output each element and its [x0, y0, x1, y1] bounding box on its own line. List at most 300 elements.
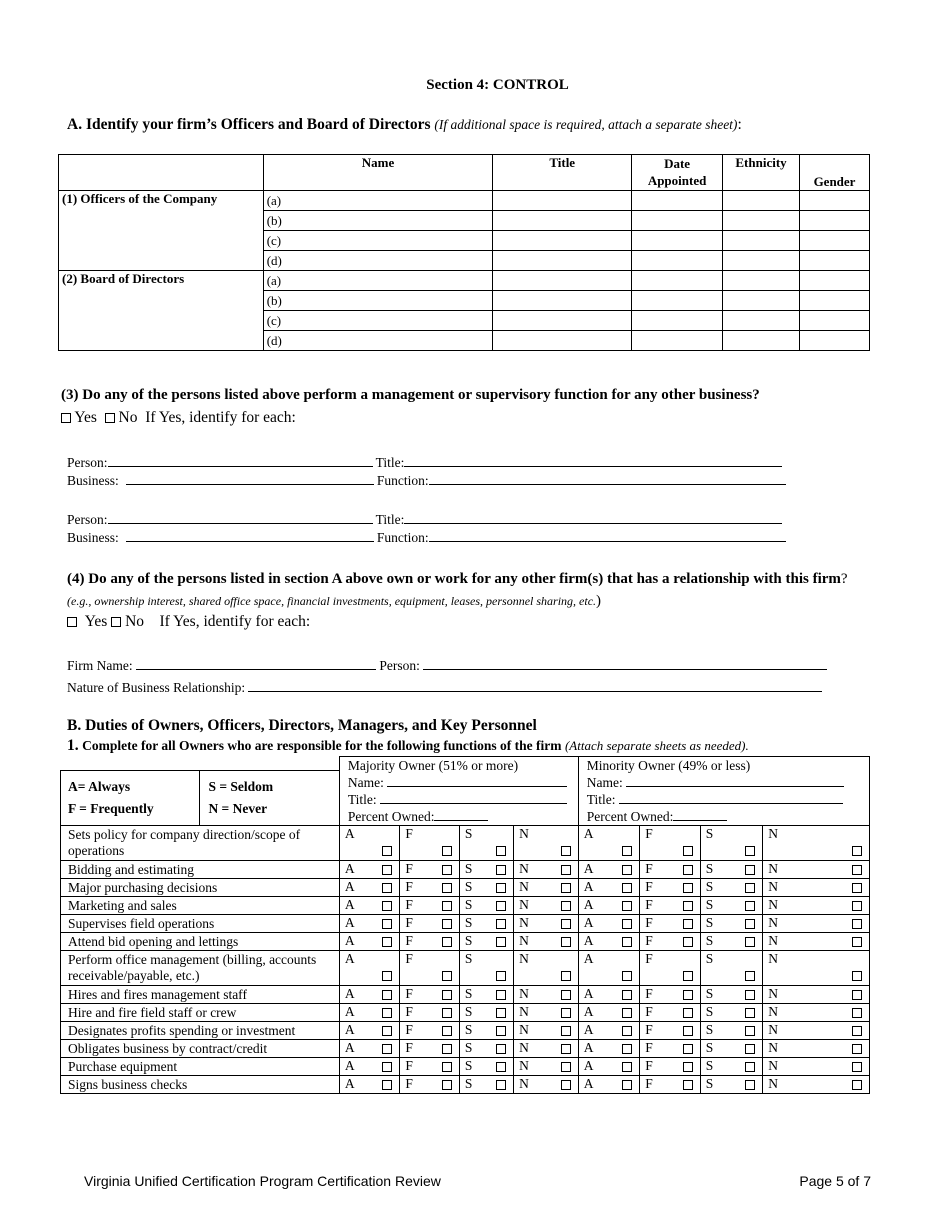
option-letter: A — [583, 933, 594, 948]
majority-option-cell — [339, 915, 399, 933]
minority-option-checkbox[interactable] — [852, 883, 862, 893]
minority-option-checkbox[interactable] — [683, 846, 693, 856]
officer-ethnicity-b[interactable] — [723, 211, 800, 231]
minority-option-checkbox[interactable] — [745, 1026, 755, 1036]
minority-option-checkbox[interactable] — [745, 901, 755, 911]
director-name-a[interactable]: (a) — [263, 271, 493, 291]
option-letter: S — [464, 1040, 473, 1055]
majority-option-checkbox[interactable] — [561, 1080, 571, 1090]
officer-date-c[interactable] — [632, 231, 723, 251]
option-letter: F — [645, 1058, 653, 1073]
minority-option-checkbox[interactable] — [745, 937, 755, 947]
majority-option-checkbox[interactable] — [496, 990, 506, 1000]
option-letter: S — [705, 1040, 714, 1055]
majority-option-cell — [339, 879, 399, 897]
minority-name-field[interactable] — [626, 774, 844, 787]
majority-option — [465, 1040, 513, 1057]
officer-gender-c[interactable] — [800, 231, 870, 251]
majority-option-checkbox[interactable] — [382, 883, 392, 893]
minority-option-checkbox[interactable] — [683, 901, 693, 911]
col-header-gender: Gender — [800, 155, 870, 191]
majority-option-checkbox[interactable] — [382, 937, 392, 947]
duty-function-label: Obligates business by contract/credit — [61, 1040, 340, 1058]
minority-option-cell — [578, 1058, 640, 1076]
minority-option-checkbox[interactable] — [852, 937, 862, 947]
part-a-heading: A. Identify your firm’s Officers and Board of Directors — [67, 116, 431, 133]
officer-ethnicity-c[interactable] — [723, 231, 800, 251]
minority-option-checkbox[interactable] — [852, 919, 862, 929]
minority-option-checkbox[interactable] — [852, 1026, 862, 1036]
majority-option-checkbox[interactable] — [561, 1008, 571, 1018]
duty-function-label: Bidding and estimating — [61, 861, 340, 879]
duty-function-label: Attend bid opening and lettings — [61, 933, 340, 951]
minority-option-checkbox[interactable] — [745, 865, 755, 875]
minority-option-checkbox[interactable] — [622, 1008, 632, 1018]
minority-option-checkbox[interactable] — [622, 883, 632, 893]
majority-option-checkbox[interactable] — [382, 1026, 392, 1036]
majority-option — [345, 986, 399, 1003]
majority-name-field[interactable] — [387, 774, 567, 787]
minority-option-checkbox[interactable] — [852, 846, 862, 856]
nature-field[interactable] — [248, 679, 822, 692]
officer-date-d[interactable] — [632, 251, 723, 271]
minority-option-checkbox[interactable] — [622, 937, 632, 947]
option-letter: A — [344, 897, 355, 912]
blank-corner — [200, 757, 339, 771]
majority-option — [405, 1022, 458, 1039]
officer-ethnicity-a[interactable] — [723, 191, 800, 211]
minority-percent-line — [587, 808, 869, 825]
majority-option-checkbox[interactable] — [561, 1026, 571, 1036]
minority-option — [645, 897, 699, 914]
director-name-d[interactable]: (d) — [263, 331, 493, 351]
majority-option-checkbox[interactable] — [496, 937, 506, 947]
minority-option — [706, 1004, 763, 1021]
director-title-b[interactable] — [493, 291, 632, 311]
q3-no-checkbox[interactable] — [105, 413, 115, 423]
minority-option-checkbox[interactable] — [852, 901, 862, 911]
option-letter: A — [583, 826, 594, 841]
option-letter: N — [768, 951, 779, 966]
legend-frequently: F = Frequently — [68, 801, 154, 816]
majority-option-checkbox[interactable] — [561, 990, 571, 1000]
director-title-a[interactable] — [493, 271, 632, 291]
officer-gender-a[interactable] — [800, 191, 870, 211]
minority-title-field[interactable] — [619, 791, 843, 804]
q4-person-label: Person: — [379, 658, 420, 673]
option-letter: N — [768, 879, 779, 894]
minority-option-cell — [640, 933, 700, 951]
officer-name-d[interactable]: (d) — [263, 251, 493, 271]
q4-person-field[interactable] — [423, 657, 827, 670]
minority-option-checkbox[interactable] — [745, 971, 755, 981]
minority-option-cell — [700, 986, 763, 1004]
minority-option-checkbox[interactable] — [745, 919, 755, 929]
minority-option-checkbox[interactable] — [683, 1080, 693, 1090]
minority-option-checkbox[interactable] — [683, 919, 693, 929]
majority-option-cell — [339, 826, 399, 861]
option-letter: S — [464, 915, 473, 930]
minority-option-checkbox[interactable] — [683, 865, 693, 875]
majority-option — [519, 951, 578, 985]
minority-option-cell — [578, 897, 640, 915]
minority-option-checkbox[interactable] — [622, 990, 632, 1000]
majority-option-cell — [339, 933, 399, 951]
officer-name-c[interactable]: (c) — [263, 231, 493, 251]
officer-ethnicity-d[interactable] — [723, 251, 800, 271]
majority-option — [405, 1004, 458, 1021]
person-field[interactable] — [108, 511, 373, 524]
minority-option-checkbox[interactable] — [622, 971, 632, 981]
director-date-b[interactable] — [632, 291, 723, 311]
table-row — [59, 271, 870, 291]
minority-option-checkbox[interactable] — [745, 1062, 755, 1072]
business-field[interactable] — [126, 472, 374, 485]
function-field[interactable] — [429, 529, 786, 542]
majority-option-checkbox[interactable] — [382, 1062, 392, 1072]
majority-option-checkbox[interactable] — [561, 1062, 571, 1072]
minority-option-cell — [763, 879, 870, 897]
minority-option — [584, 986, 640, 1003]
q4-yes-checkbox[interactable] — [67, 617, 77, 627]
option-letter: N — [768, 1004, 779, 1019]
director-gender-b[interactable] — [800, 291, 870, 311]
majority-option-checkbox[interactable] — [496, 1008, 506, 1018]
majority-option-checkbox[interactable] — [496, 1026, 506, 1036]
part-a-note: (If additional space is required, attach a separate sheet) — [434, 117, 738, 132]
majority-option — [405, 933, 458, 950]
business-field[interactable] — [126, 529, 374, 542]
q3-entry-2-person-line — [67, 511, 782, 528]
minority-option-checkbox[interactable] — [622, 1026, 632, 1036]
minority-option-checkbox[interactable] — [622, 1062, 632, 1072]
majority-option — [345, 897, 399, 914]
majority-percent-label: Percent Owned: — [347, 809, 435, 824]
director-gender-c[interactable] — [800, 311, 870, 331]
majority-option-cell — [400, 933, 459, 951]
option-letter: N — [519, 986, 529, 1001]
majority-option — [405, 879, 458, 896]
minority-option-cell — [578, 986, 640, 1004]
majority-option-cell — [459, 1076, 513, 1094]
part-b-note: (Attach separate sheets as needed). — [564, 738, 749, 753]
majority-option-checkbox[interactable] — [442, 971, 452, 981]
minority-option-checkbox[interactable] — [683, 937, 693, 947]
option-letter: S — [705, 897, 714, 912]
option-letter: A — [583, 897, 594, 912]
minority-option-checkbox[interactable] — [745, 1044, 755, 1054]
minority-option-checkbox[interactable] — [683, 1062, 693, 1072]
minority-name-label: Name: — [586, 775, 623, 790]
majority-option-checkbox[interactable] — [382, 919, 392, 929]
officer-name-a[interactable]: (a) — [263, 191, 493, 211]
option-letter: N — [519, 826, 529, 841]
duty-row — [61, 826, 870, 861]
option-letter: A — [344, 826, 355, 841]
col-header-date-appointed — [632, 155, 723, 191]
title-field[interactable] — [404, 454, 782, 467]
minority-option-checkbox[interactable] — [622, 865, 632, 875]
duty-function-label: Sets policy for company direction/scope of operations — [61, 826, 340, 861]
business-label: Business: — [67, 530, 119, 545]
blank-corner — [61, 757, 200, 771]
officer-gender-b[interactable] — [800, 211, 870, 231]
majority-option — [465, 897, 513, 914]
firm-name-field[interactable] — [136, 657, 376, 670]
majority-option — [519, 915, 578, 932]
majority-option-checkbox[interactable] — [496, 1044, 506, 1054]
majority-option-checkbox[interactable] — [442, 990, 452, 1000]
option-letter: F — [645, 986, 653, 1001]
minority-option — [706, 1040, 763, 1057]
officer-gender-d[interactable] — [800, 251, 870, 271]
legend-never: N = Never — [208, 801, 268, 816]
majority-option-checkbox[interactable] — [561, 1044, 571, 1054]
duty-row — [61, 1022, 870, 1040]
option-letter: N — [519, 879, 529, 894]
minority-option — [706, 1058, 763, 1075]
director-gender-a[interactable] — [800, 271, 870, 291]
officer-title-b[interactable] — [493, 211, 632, 231]
minority-option — [706, 933, 763, 950]
minority-option-checkbox[interactable] — [683, 1008, 693, 1018]
officer-title-d[interactable] — [493, 251, 632, 271]
option-letter: S — [464, 1022, 473, 1037]
minority-option-cell — [578, 1004, 640, 1022]
minority-option — [706, 879, 763, 896]
blank-header — [59, 155, 264, 191]
director-title-d[interactable] — [493, 331, 632, 351]
majority-option-checkbox[interactable] — [496, 846, 506, 856]
option-letter: S — [705, 826, 714, 841]
group-label-board: (2) Board of Directors — [59, 271, 264, 351]
q3-if-yes-text: If Yes, identify for each: — [145, 409, 296, 426]
option-letter: N — [768, 933, 779, 948]
director-date-c[interactable] — [632, 311, 723, 331]
minority-option-checkbox[interactable] — [745, 1008, 755, 1018]
minority-option-checkbox[interactable] — [852, 1008, 862, 1018]
minority-option — [768, 897, 869, 914]
majority-option — [465, 933, 513, 950]
minority-option-checkbox[interactable] — [683, 990, 693, 1000]
minority-option — [768, 986, 869, 1003]
majority-option-checkbox[interactable] — [561, 971, 571, 981]
majority-option-checkbox[interactable] — [496, 901, 506, 911]
majority-option-checkbox[interactable] — [496, 1062, 506, 1072]
majority-option — [345, 1058, 399, 1075]
majority-option — [345, 1022, 399, 1039]
majority-option-checkbox[interactable] — [561, 846, 571, 856]
minority-option-cell — [578, 1076, 640, 1094]
duty-function-label: Perform office management (billing, accounts receivable/payable, etc.) — [61, 951, 340, 986]
minority-option-cell — [700, 1022, 763, 1040]
director-date-d[interactable] — [632, 331, 723, 351]
minority-option — [584, 1076, 640, 1093]
minority-option-checkbox[interactable] — [683, 883, 693, 893]
option-letter: A — [344, 861, 355, 876]
minority-option-checkbox[interactable] — [852, 1062, 862, 1072]
officer-date-b[interactable] — [632, 211, 723, 231]
minority-option-checkbox[interactable] — [683, 1044, 693, 1054]
majority-option-checkbox[interactable] — [382, 1044, 392, 1054]
option-letter: S — [464, 897, 473, 912]
majority-option — [519, 826, 578, 860]
majority-option-checkbox[interactable] — [382, 865, 392, 875]
majority-option — [405, 861, 458, 878]
majority-option-checkbox[interactable] — [442, 901, 452, 911]
majority-percent-field[interactable] — [434, 808, 488, 821]
majority-option-checkbox[interactable] — [382, 901, 392, 911]
minority-option-checkbox[interactable] — [745, 990, 755, 1000]
duty-row — [61, 1040, 870, 1058]
minority-option-cell — [700, 879, 763, 897]
majority-option-checkbox[interactable] — [382, 1080, 392, 1090]
majority-option-checkbox[interactable] — [442, 883, 452, 893]
option-letter: S — [464, 986, 473, 1001]
minority-option-checkbox[interactable] — [852, 990, 862, 1000]
majority-option-checkbox[interactable] — [496, 1080, 506, 1090]
minority-option-cell — [578, 933, 640, 951]
director-ethnicity-a[interactable] — [723, 271, 800, 291]
majority-option-checkbox[interactable] — [496, 883, 506, 893]
majority-option — [345, 1040, 399, 1057]
minority-option — [645, 933, 699, 950]
officer-name-b[interactable]: (b) — [263, 211, 493, 231]
minority-option-checkbox[interactable] — [683, 1026, 693, 1036]
director-ethnicity-d[interactable] — [723, 331, 800, 351]
majority-option-checkbox[interactable] — [496, 971, 506, 981]
q4-no-label: No — [125, 613, 145, 630]
minority-option-checkbox[interactable] — [622, 901, 632, 911]
majority-option-checkbox[interactable] — [561, 937, 571, 947]
minority-option-cell — [763, 1076, 870, 1094]
director-title-c[interactable] — [493, 311, 632, 331]
majority-option-checkbox[interactable] — [496, 865, 506, 875]
option-letter: N — [768, 897, 779, 912]
majority-option — [345, 933, 399, 950]
minority-option-checkbox[interactable] — [622, 919, 632, 929]
minority-option-cell — [763, 1004, 870, 1022]
minority-percent-field[interactable] — [673, 808, 727, 821]
q4-no-checkbox[interactable] — [111, 617, 121, 627]
minority-option-checkbox[interactable] — [852, 1080, 862, 1090]
officer-date-a[interactable] — [632, 191, 723, 211]
minority-option-checkbox[interactable] — [745, 846, 755, 856]
majority-option-checkbox[interactable] — [382, 971, 392, 981]
option-letter: S — [705, 986, 714, 1001]
q4-yes-label: Yes — [84, 613, 108, 630]
majority-option-checkbox[interactable] — [496, 919, 506, 929]
majority-option-checkbox[interactable] — [442, 865, 452, 875]
duty-row — [61, 951, 870, 986]
majority-option-checkbox[interactable] — [382, 846, 392, 856]
majority-option — [465, 826, 513, 860]
minority-option-checkbox[interactable] — [683, 971, 693, 981]
option-letter: N — [519, 951, 529, 966]
majority-option-checkbox[interactable] — [561, 901, 571, 911]
minority-option-checkbox[interactable] — [745, 883, 755, 893]
option-letter: F — [645, 933, 653, 948]
director-gender-d[interactable] — [800, 331, 870, 351]
minority-option-checkbox[interactable] — [622, 846, 632, 856]
minority-option-checkbox[interactable] — [622, 1080, 632, 1090]
minority-option-checkbox[interactable] — [852, 865, 862, 875]
majority-option-checkbox[interactable] — [442, 937, 452, 947]
minority-option — [706, 897, 763, 914]
minority-name-line — [587, 774, 869, 791]
director-date-a[interactable] — [632, 271, 723, 291]
title-field[interactable] — [404, 511, 782, 524]
minority-option — [645, 861, 699, 878]
part-b-instruction-line — [67, 737, 749, 755]
option-letter: F — [405, 1058, 413, 1073]
minority-option-checkbox[interactable] — [852, 971, 862, 981]
majority-percent-line — [348, 808, 578, 825]
director-ethnicity-b[interactable] — [723, 291, 800, 311]
q3-yes-checkbox[interactable] — [61, 413, 71, 423]
majority-option — [405, 897, 458, 914]
option-letter: F — [405, 951, 413, 966]
minority-option-cell — [640, 951, 700, 986]
officer-title-a[interactable] — [493, 191, 632, 211]
majority-owner-header — [339, 757, 578, 826]
minority-option-cell — [640, 826, 700, 861]
director-ethnicity-c[interactable] — [723, 311, 800, 331]
majority-option-checkbox[interactable] — [442, 1044, 452, 1054]
majority-option-checkbox[interactable] — [442, 1080, 452, 1090]
majority-option — [519, 1058, 578, 1075]
majority-option — [519, 861, 578, 878]
minority-option-checkbox[interactable] — [745, 1080, 755, 1090]
function-field[interactable] — [429, 472, 786, 485]
minority-option — [768, 933, 869, 950]
majority-option-checkbox[interactable] — [561, 865, 571, 875]
majority-option-checkbox[interactable] — [442, 1062, 452, 1072]
person-field[interactable] — [108, 454, 373, 467]
option-letter: A — [344, 1076, 355, 1091]
minority-option-checkbox[interactable] — [852, 1044, 862, 1054]
person-label: Person: — [67, 455, 108, 470]
majority-option-checkbox[interactable] — [442, 1026, 452, 1036]
majority-option — [519, 1076, 578, 1093]
duty-row — [61, 1004, 870, 1022]
minority-option-checkbox[interactable] — [622, 1044, 632, 1054]
minority-option-cell — [763, 1040, 870, 1058]
option-letter: N — [519, 897, 529, 912]
majority-option-cell — [459, 933, 513, 951]
majority-option-checkbox[interactable] — [382, 990, 392, 1000]
majority-option-checkbox[interactable] — [561, 883, 571, 893]
majority-option-checkbox[interactable] — [442, 846, 452, 856]
section-title: Section 4: CONTROL — [426, 77, 569, 93]
director-name-b[interactable]: (b) — [263, 291, 493, 311]
majority-option-checkbox[interactable] — [382, 1008, 392, 1018]
option-letter: S — [705, 1076, 714, 1091]
director-name-c[interactable]: (c) — [263, 311, 493, 331]
officer-title-c[interactable] — [493, 231, 632, 251]
majority-option-checkbox[interactable] — [561, 919, 571, 929]
option-letter: S — [705, 933, 714, 948]
minority-option-cell — [700, 933, 763, 951]
option-letter: S — [705, 861, 714, 876]
option-letter: F — [405, 915, 413, 930]
majority-title-field[interactable] — [380, 791, 567, 804]
duty-row — [61, 915, 870, 933]
minority-option — [768, 861, 869, 878]
majority-option-checkbox[interactable] — [442, 1008, 452, 1018]
majority-option-checkbox[interactable] — [442, 919, 452, 929]
option-letter: A — [583, 879, 594, 894]
